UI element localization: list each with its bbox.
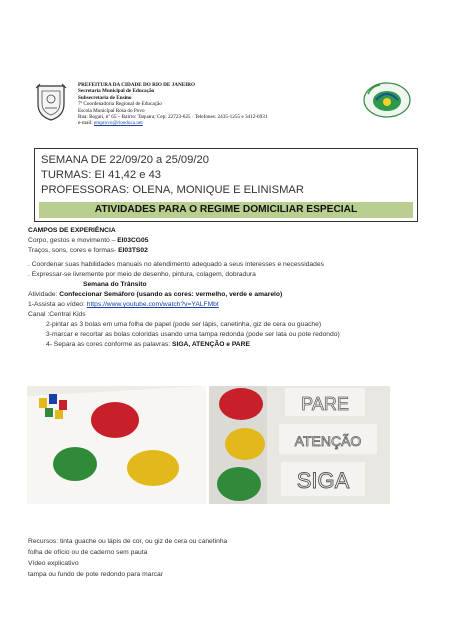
campos-title: CAMPOS DE EXPERIÊNCIA bbox=[28, 227, 116, 234]
email-label: e-mail: bbox=[78, 120, 94, 127]
school-logo-icon bbox=[362, 80, 412, 120]
city-crest-icon bbox=[34, 82, 68, 122]
objetivo-2: . Expressar-se livremente por meio de desenho, pintura, colagem, dobradura bbox=[28, 271, 256, 278]
header-line-4: 7ª Coordenadoria Regional de Educação bbox=[78, 101, 162, 108]
header-line-3: Subsecretaria de Ensino bbox=[78, 94, 132, 101]
step-4-text: 4- Separa as cores conforme as palavras: bbox=[46, 341, 173, 348]
atividade-line bbox=[28, 290, 428, 300]
resources-list bbox=[28, 536, 428, 580]
header-line-1: PREFEITURA DA CIDADE DO RIO DE JANEIRO bbox=[78, 82, 196, 88]
campo-1 bbox=[28, 236, 428, 246]
campo-2-code: EI03TS02 bbox=[118, 247, 148, 254]
campo-2 bbox=[28, 246, 428, 256]
tema-title: Semana do Trânsito bbox=[83, 281, 147, 288]
step-4 bbox=[28, 340, 428, 350]
email-link[interactable]: emprovo@rioeduca.net bbox=[94, 120, 143, 127]
objetivo-1: . Coordenar suas habilidades manuais no atendimento adequado a seus interesses e necessidades bbox=[28, 261, 324, 268]
resource-1: Recursos: tinta guache ou lápis de cor, ou giz de cera ou canetinha bbox=[28, 538, 228, 545]
turmas-line: TURMAS: EI 41,42 e 43 bbox=[41, 169, 162, 181]
header-line-5: Escola Municipal Rosa do Povo bbox=[78, 107, 145, 114]
canal-line: Canal :Central Kids bbox=[28, 311, 86, 318]
atividade-text: Confeccionar Semáforo (usando as cores: vermelho, verde e amarelo) bbox=[59, 291, 283, 298]
resource-2: folha de ofício ou de caderno sem pauta bbox=[28, 549, 148, 556]
regime-banner: ATIVIDADES PARA O REGIME DOMICILIAR ESPECIAL bbox=[39, 202, 413, 218]
photo-word-matching bbox=[209, 386, 390, 504]
video-label: 1-Assista ao vídeo: bbox=[28, 301, 87, 308]
campo-1-code: EI03CG05 bbox=[117, 237, 149, 244]
photo-word-siga: SIGA bbox=[296, 468, 350, 493]
header-line-2: Secretaria Municipal de Educação bbox=[78, 88, 155, 95]
letterhead bbox=[78, 82, 358, 127]
header-line-6: Rua: Bogari, nº 65 – Bairro: Taquara; Cep: 22723-625 · Telefones: 2435-1255 e 3412-6931 bbox=[78, 114, 268, 121]
photo-word-pare: PARE bbox=[301, 394, 349, 414]
professoras-line: PROFESSORAS: OLENA, MONIQUE E ELINISMAR bbox=[41, 184, 304, 196]
header-email-line bbox=[78, 120, 358, 126]
semana-line: SEMANA DE 22/09/20 a 25/09/20 bbox=[41, 154, 209, 166]
resource-4: tampa ou fundo de pote redondo para marcar bbox=[28, 571, 163, 578]
photo-word-atencao: ATENÇÃO bbox=[294, 433, 362, 449]
campo-1-text: Corpo, gestos e movimento – bbox=[28, 237, 118, 244]
video-line bbox=[28, 300, 428, 310]
campo-2-text: Traços, sons, cores e formas- bbox=[28, 247, 119, 254]
photo-painted-balls bbox=[27, 386, 206, 504]
step-3: 3-marcar e recortar as bolas coloridas usando uma tampa redonda (pode ser lata ou pote redondo) bbox=[46, 331, 340, 338]
video-link[interactable]: https://www.youtube.com/watch?v=YALFMbt bbox=[86, 301, 219, 308]
title-box bbox=[34, 148, 418, 222]
step-4-words: SIGA, ATENÇÃO e PARE bbox=[172, 341, 250, 348]
step-2: 2-pintar as 3 bolas em uma folha de papel (pode ser lápis, canetinha, giz de cera ou guache) bbox=[46, 321, 322, 328]
resource-3: Vídeo explicativo bbox=[28, 560, 79, 567]
activity-body bbox=[28, 226, 428, 350]
atividade-label: Atividade: bbox=[28, 291, 60, 298]
